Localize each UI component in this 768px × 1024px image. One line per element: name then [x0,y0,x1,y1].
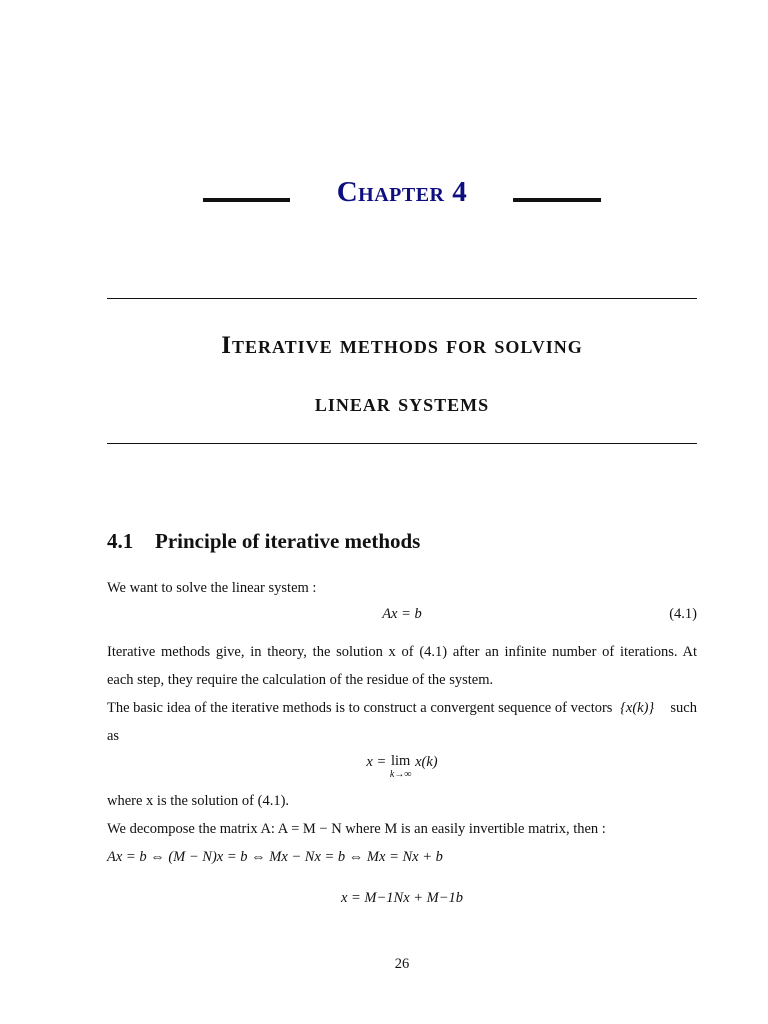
limit-op-text: lim [390,753,411,769]
equation-chain: Ax = b ⇔ (M − N)x = b ⇔ Mx − Nx = b ⇔ Mx = Nx + b [107,849,443,865]
paragraph-decompose: We decompose the matrix A: A = M − N where M is an easily invertible matrix, then : [107,821,606,837]
title-rule-bottom [107,443,697,444]
sequence-notation: {x(k)} [620,700,655,716]
limit-variable: x(k) [415,754,438,770]
section-heading [107,529,420,554]
basic-idea-text: The basic idea of the iterative methods is to construct a convergent sequence of vectors [107,700,613,716]
limit-lhs: x = [366,754,390,770]
title-rule-top [107,298,697,299]
section-title: Principle of iterative methods [155,529,421,553]
paragraph-iterative-line2: each step, they require the calculation of the residue of the system. [107,672,494,688]
paragraph-basic-idea-line2: as [107,728,120,744]
chapter-title-line1: Iterative methods for solving [221,332,583,359]
basic-idea-such: such [670,700,697,716]
chapter-title-line2: linear systems [314,390,490,417]
limit-subscript: k→∞ [389,769,412,780]
equation-number: (4.1) [669,606,697,622]
equation-4-1: Ax = b [382,606,422,622]
paragraph-basic-idea-line1 [107,698,697,718]
paragraph-iterative-line1-text: Iterative methods give, in theory, the solution x of (4.1) after an infinite number of iterations. At [107,644,697,660]
chapter-label: Chapter 4 [336,176,468,208]
page-number: 26 [394,956,410,972]
paragraph-intro: We want to solve the linear system : [107,580,317,596]
paragraph-where: where x is the solution of (4.1). [107,793,290,809]
chapter-rule-right [513,198,601,202]
limit-operator [390,754,412,782]
equation-final: x = M−1Nx + M−1b [340,890,464,906]
equation-limit [0,754,768,782]
section-number: 4.1 [107,529,134,553]
